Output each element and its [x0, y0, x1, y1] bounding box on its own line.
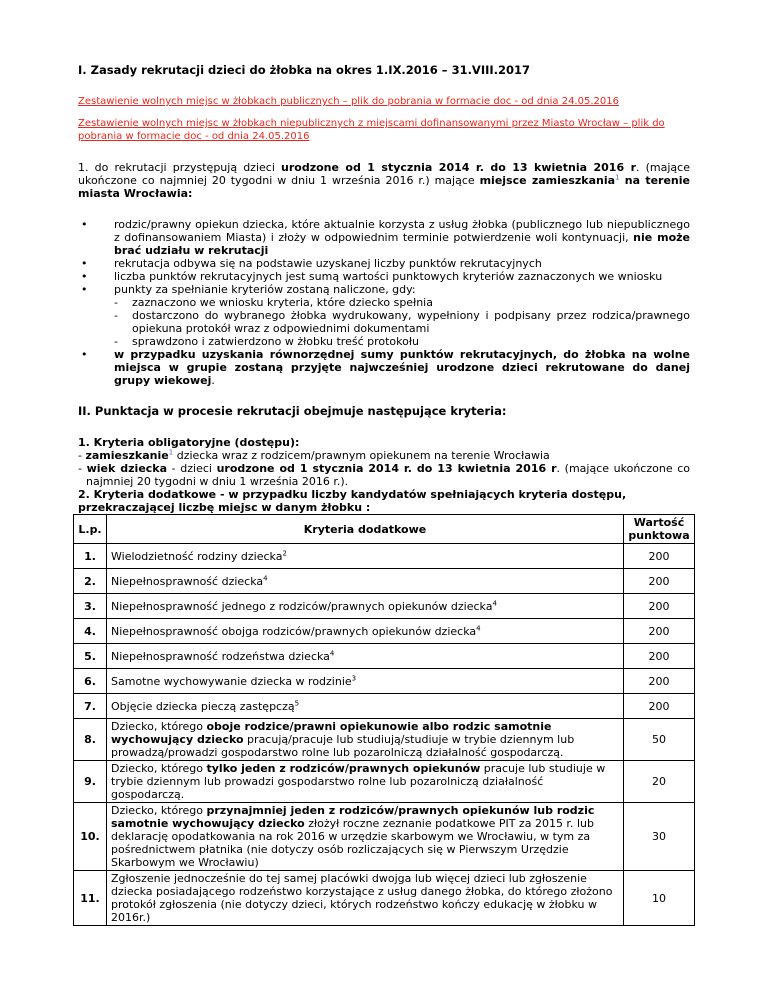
- sublist-item: - zaznaczono we wniosku kryteria, które dziecko spełnia: [114, 296, 690, 309]
- table-row: 10. Dziecko, którego przynajmniej jeden z rodziców/prawnych opiekunów lub rodzic samotnie wychowujący dziecko złożył roczne zeznanie podatkowe PIT za 2015 r. lub deklarację opodatkowania na rok 2016 w urzędzie skarbowym we Wrocławiu, w tym za pośrednictwem płatnika (nie dotyczy osób rozliczających się w Pierwszym Urzędzie Skarbowym we Wrocławiu) 30: [74, 803, 695, 871]
- sublist-item: - sprawdzono i zatwierdzono w żłobku treść protokołu: [114, 335, 690, 348]
- col-lp: L.p.: [74, 515, 107, 544]
- sublist-item: - dostarczono do wybranego żłobka wydrukowany, wypełniony i podpisany przez rodzica/prawnego opiekuna protokół wraz z odpowiednimi dokumentami: [114, 309, 690, 335]
- table-row: 7. Objęcie dziecka pieczą zastępczą$^5$ 200: [74, 694, 695, 719]
- table-row: 11. Zgłoszenie jednocześnie do tej samej placówki dwojga lub więcej dzieci lub zgłoszenie dziecka posiadającego rodzeństwo korzystające z usług danego żłobka, do którego złożono protokół zgłoszenia (nie dotyczy dzieci, których rodzeństwo kończy edukację w żłobku w 2016r.) 10: [74, 871, 695, 926]
- table-row: 6. Samotne wychowywanie dziecka w rodzinie$^3$ 200: [74, 669, 695, 694]
- table-row: 9. Dziecko, którego tylko jeden z rodziców/prawnych opiekunów pracuje lub studiuje w trybie dziennym lub prowadzi gospodarstwo rolne lub pozarolniczą działalność gospodarczą. 20: [74, 761, 695, 803]
- section-1-title: I. Zasady rekrutacji dzieci do żłobka na okres 1.IX.2016 – 31.VIII.2017: [78, 63, 531, 77]
- mandatory-criteria: 1. Kryteria obligatoryjne (dostępu): - zamieszkanie$^1$ dziecka wraz z rodzicem/prawnym opiekunem na terenie Wrocławia - wiek dziecka - dzieci urodzone od 1 stycznia 2014 r. do 13 kwietnia 2016 r. (mające ukończone co najmniej 20 tygodni w dniu 1 września 2016 r.). 2. Kryteria dodatkowe - w przypadku liczby kandydatów spełniających kryteria dostępu, przekraczającej liczbę miejsc w danym żłobku :: [78, 436, 690, 514]
- col-points: Wartość punktowa: [624, 515, 695, 544]
- eligibility-paragraph: 1. do rekrutacji przystępują dzieci urodzone od 1 stycznia 2014 r. do 13 kwietnia 2016 r. (mające ukończone co najmniej 20 tygodni w dniu 1 września 2016 r.) mające miejsce zamieszkania$^1$ na terenie miasta Wrocławia:: [78, 161, 690, 200]
- col-criteria: Kryteria dodatkowe: [107, 515, 624, 544]
- conditions-sublist: [114, 296, 690, 348]
- public-nurseries-download-link[interactable]: Zestawienie wolnych miejsc w żłobkach publicznych – plik do pobrania w formacie doc - od dnia 24.05.2016: [78, 96, 619, 107]
- list-item: • rekrutacja odbywa się na podstawie uzyskanej liczby punktów rekrutacyjnych: [78, 257, 690, 270]
- table-row: 4. Niepełnosprawność obojga rodziców/prawnych opiekunów dziecka$^4$ 200: [74, 619, 695, 644]
- table-row: 1. Wielodzietność rodziny dziecka$^2$ 200: [74, 544, 695, 569]
- table-row: 3. Niepełnosprawność jednego z rodziców/prawnych opiekunów dziecka$^4$ 200: [74, 594, 695, 619]
- table-row: 2. Niepełnosprawność dziecka$^4$ 200: [74, 569, 695, 594]
- document-page: [78, 0, 690, 926]
- table-row: 5. Niepełnosprawność rodzeństwa dziecka$^4$ 200: [74, 644, 695, 669]
- criteria-table: [73, 514, 695, 926]
- footnote-ref[interactable]: 1: [168, 448, 174, 457]
- list-item: • rodzic/prawny opiekun dziecka, które aktualnie korzysta z usług żłobka (publicznego lub niepublicznego z dofinansowaniem Miasta) i złoży w odpowiednim terminie potwierdzenie woli kontynuacji, nie może brać udziału w rekrutacji: [78, 218, 690, 257]
- rules-list: [78, 218, 690, 387]
- table-body: [74, 544, 695, 926]
- list-item: • liczba punktów rekrutacyjnych jest sumą wartości punktowych kryteriów zaznaczonych we wniosku: [78, 270, 690, 283]
- list-item: • w przypadku uzyskania równorzędnej sumy punktów rekrutacyjnych, do żłobka na wolne miejsca w grupie zostaną przyjęte najwcześniej urodzone dzieci rekrutowane do danej grupy wiekowej.: [78, 348, 690, 387]
- list-item: • punkty za spełnianie kryteriów zostaną naliczone, gdy: - zaznaczono we wniosku kryteria, które dziecko spełnia - dostarczono do wybranego żłobka wydrukowany, wypełniony i podpisany przez rodzica/prawnego opiekuna protokół wraz z odpowiednimi dokumentami - sprawdzono i zatwierdzono w żłobku treść protokołu: [78, 283, 690, 348]
- table-row: 8. Dziecko, którego oboje rodzice/prawni opiekunowie albo rodzic samotnie wychowujący dziecko pracują/pracuje lub studiują/studiuje w trybie dziennym lub prowadzą/prowadzi gospodarstwo rolne lub pozarolniczą działalność gospodarczą. 50: [74, 719, 695, 761]
- section-2-title: II. Punktacja w procesie rekrutacji obejmuje następujące kryteria:: [78, 404, 507, 418]
- nonpublic-nurseries-download-link[interactable]: Zestawienie wolnych miejsc w żłobkach niepublicznych z miejscami dofinansowanymi przez Miasto Wrocław – plik do pobrania w formacie doc - od dnia 24.05.2016: [78, 118, 665, 142]
- footnote-ref[interactable]: 1: [615, 173, 620, 182]
